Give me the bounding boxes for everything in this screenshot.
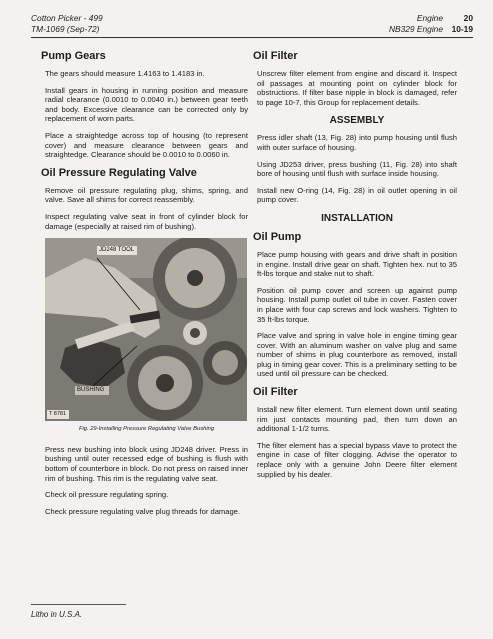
oil-pressure-valve-paragraph-2: Inspect regulating valve seat in front of cylinder block for damage (especially at raised rim of bushing). [45, 211, 248, 231]
pump-gears-heading: Pump Gears [41, 50, 106, 62]
figure-label-jd248-tool: JD248 TOOL [99, 247, 135, 254]
oil-pressure-valve-paragraph-1: Remove oil pressure regulating plug, shims, spring, and valve. Save all shims for correct reassembly. [45, 185, 248, 205]
figure-label-bushing: BUSHING [77, 387, 105, 394]
oil-filter-install-heading: Oil Filter [253, 386, 298, 399]
pump-gears-paragraph-3: Place a straightedge across top of housing (to represent cover) and measure clearance between gears and straightedge. Clearance should be 0.0010 to 0.0060 in. [45, 130, 248, 160]
pump-gears-paragraph-2: Install gears in housing in running position and measure radial clearance (0.0010 to 0.0040 in.) between gear teeth and body. Excessive clearance can be corrected only by replacement of worn parts. [45, 85, 248, 124]
oil-pump-heading: Oil Pump [253, 230, 302, 243]
footer-rule [31, 604, 126, 605]
oil-pump-paragraph-3: Place valve and spring in valve hole in engine timing gear cover. With an aluminum washer on valve plug and same number of shims in plug counterbore as removed, install plug in timing gear cover. This is a preliminary setting to be used until oil pressure can be checked. [257, 331, 457, 379]
oil-pump-paragraph-1: Place pump housing with gears and drive shaft in position in engine. Install drive gear on shaft. Tighten hex. nut to 35 ft-lbs torque and stake nut to shaft. [257, 249, 457, 279]
page-header-left [31, 13, 103, 34]
oil-filter-install-paragraph-2: The filter element has a special bypass vlave to protect the engine in case of filter clogging. Advise the operator to replace only with a genuine John Deere filter element supplied by his dealer. [257, 440, 457, 479]
section-name: Engine [416, 13, 443, 23]
bushing-install-paragraph: Press new bushing into block using JD248 driver. Press in bushing until outer recessed edge of bushing is flush with bottom of counterbore in block. Do not press on raised inner rim of bushing. This rim is the regulating valve seat. [45, 444, 248, 483]
group-name: NB329 Engine [388, 23, 443, 34]
page-header-right [389, 13, 473, 34]
engine-photo-illustration [45, 238, 247, 421]
check-spring-paragraph: Check oil pressure regulating spring. [45, 490, 169, 500]
pump-gears-paragraph-1: The gears should measure 1.4163 to 1.4183 in. [45, 69, 205, 78]
oil-filter-install-paragraph-1: Install new filter element. Turn element down until seating rim just contacts mounting pad, then turn down an additional 1-1/2 turns. [257, 405, 457, 434]
oil-pump-paragraph-2: Position oil pump cover and screen up against pump housing. Install pump outlet oil tube in cover. Fasten cover in place with four cap screws and lock washers. Tighten to 35 ft-lbs torque. [257, 285, 457, 324]
oil-filter-paragraph-1: Unscrew filter element from engine and discard it. Inspect oil passages at mounting point on cylinder block for obstructions. If filter base nipple in block is damaged, refer to page 10-7, this Group for replacement details. [257, 69, 457, 107]
left-column [41, 46, 248, 523]
installation-heading: INSTALLATION [321, 212, 393, 224]
figure-29-photo [45, 238, 247, 421]
footer-litho: Litho in U.S.A. [31, 610, 83, 619]
assembly-paragraph-1: Press idler shaft (13, Fig. 28) into pump housing until flush with outer surface of housing. [257, 133, 457, 152]
oil-pressure-valve-heading: Oil Pressure Regulating Valve [41, 166, 197, 179]
manual-title: Cotton Picker - 499 [31, 13, 103, 23]
page-number: 10-19 [451, 23, 473, 34]
check-plug-threads-paragraph: Check pressure regulating valve plug threads for damage. [45, 506, 241, 516]
section-number: 20 [463, 13, 473, 23]
figure-tag: T 8781 [49, 411, 67, 418]
assembly-paragraph-3: Install new O-ring (14, Fig. 28) in oil outlet opening in oil pump cover. [257, 185, 457, 205]
assembly-paragraph-2: Using JD253 driver, press bushing (11, Fig. 28) into shaft bore of housing until flush with surface inside housing. [257, 159, 457, 179]
assembly-heading: ASSEMBLY [329, 115, 385, 127]
figure-29-caption: Fig. 29-Installing Pressure Regulating Valve Bushing [78, 426, 215, 433]
right-column [253, 46, 457, 486]
manual-number: TM-1069 (Sep-72) [31, 23, 100, 34]
oil-filter-heading: Oil Filter [253, 50, 298, 62]
header-rule [31, 37, 473, 38]
